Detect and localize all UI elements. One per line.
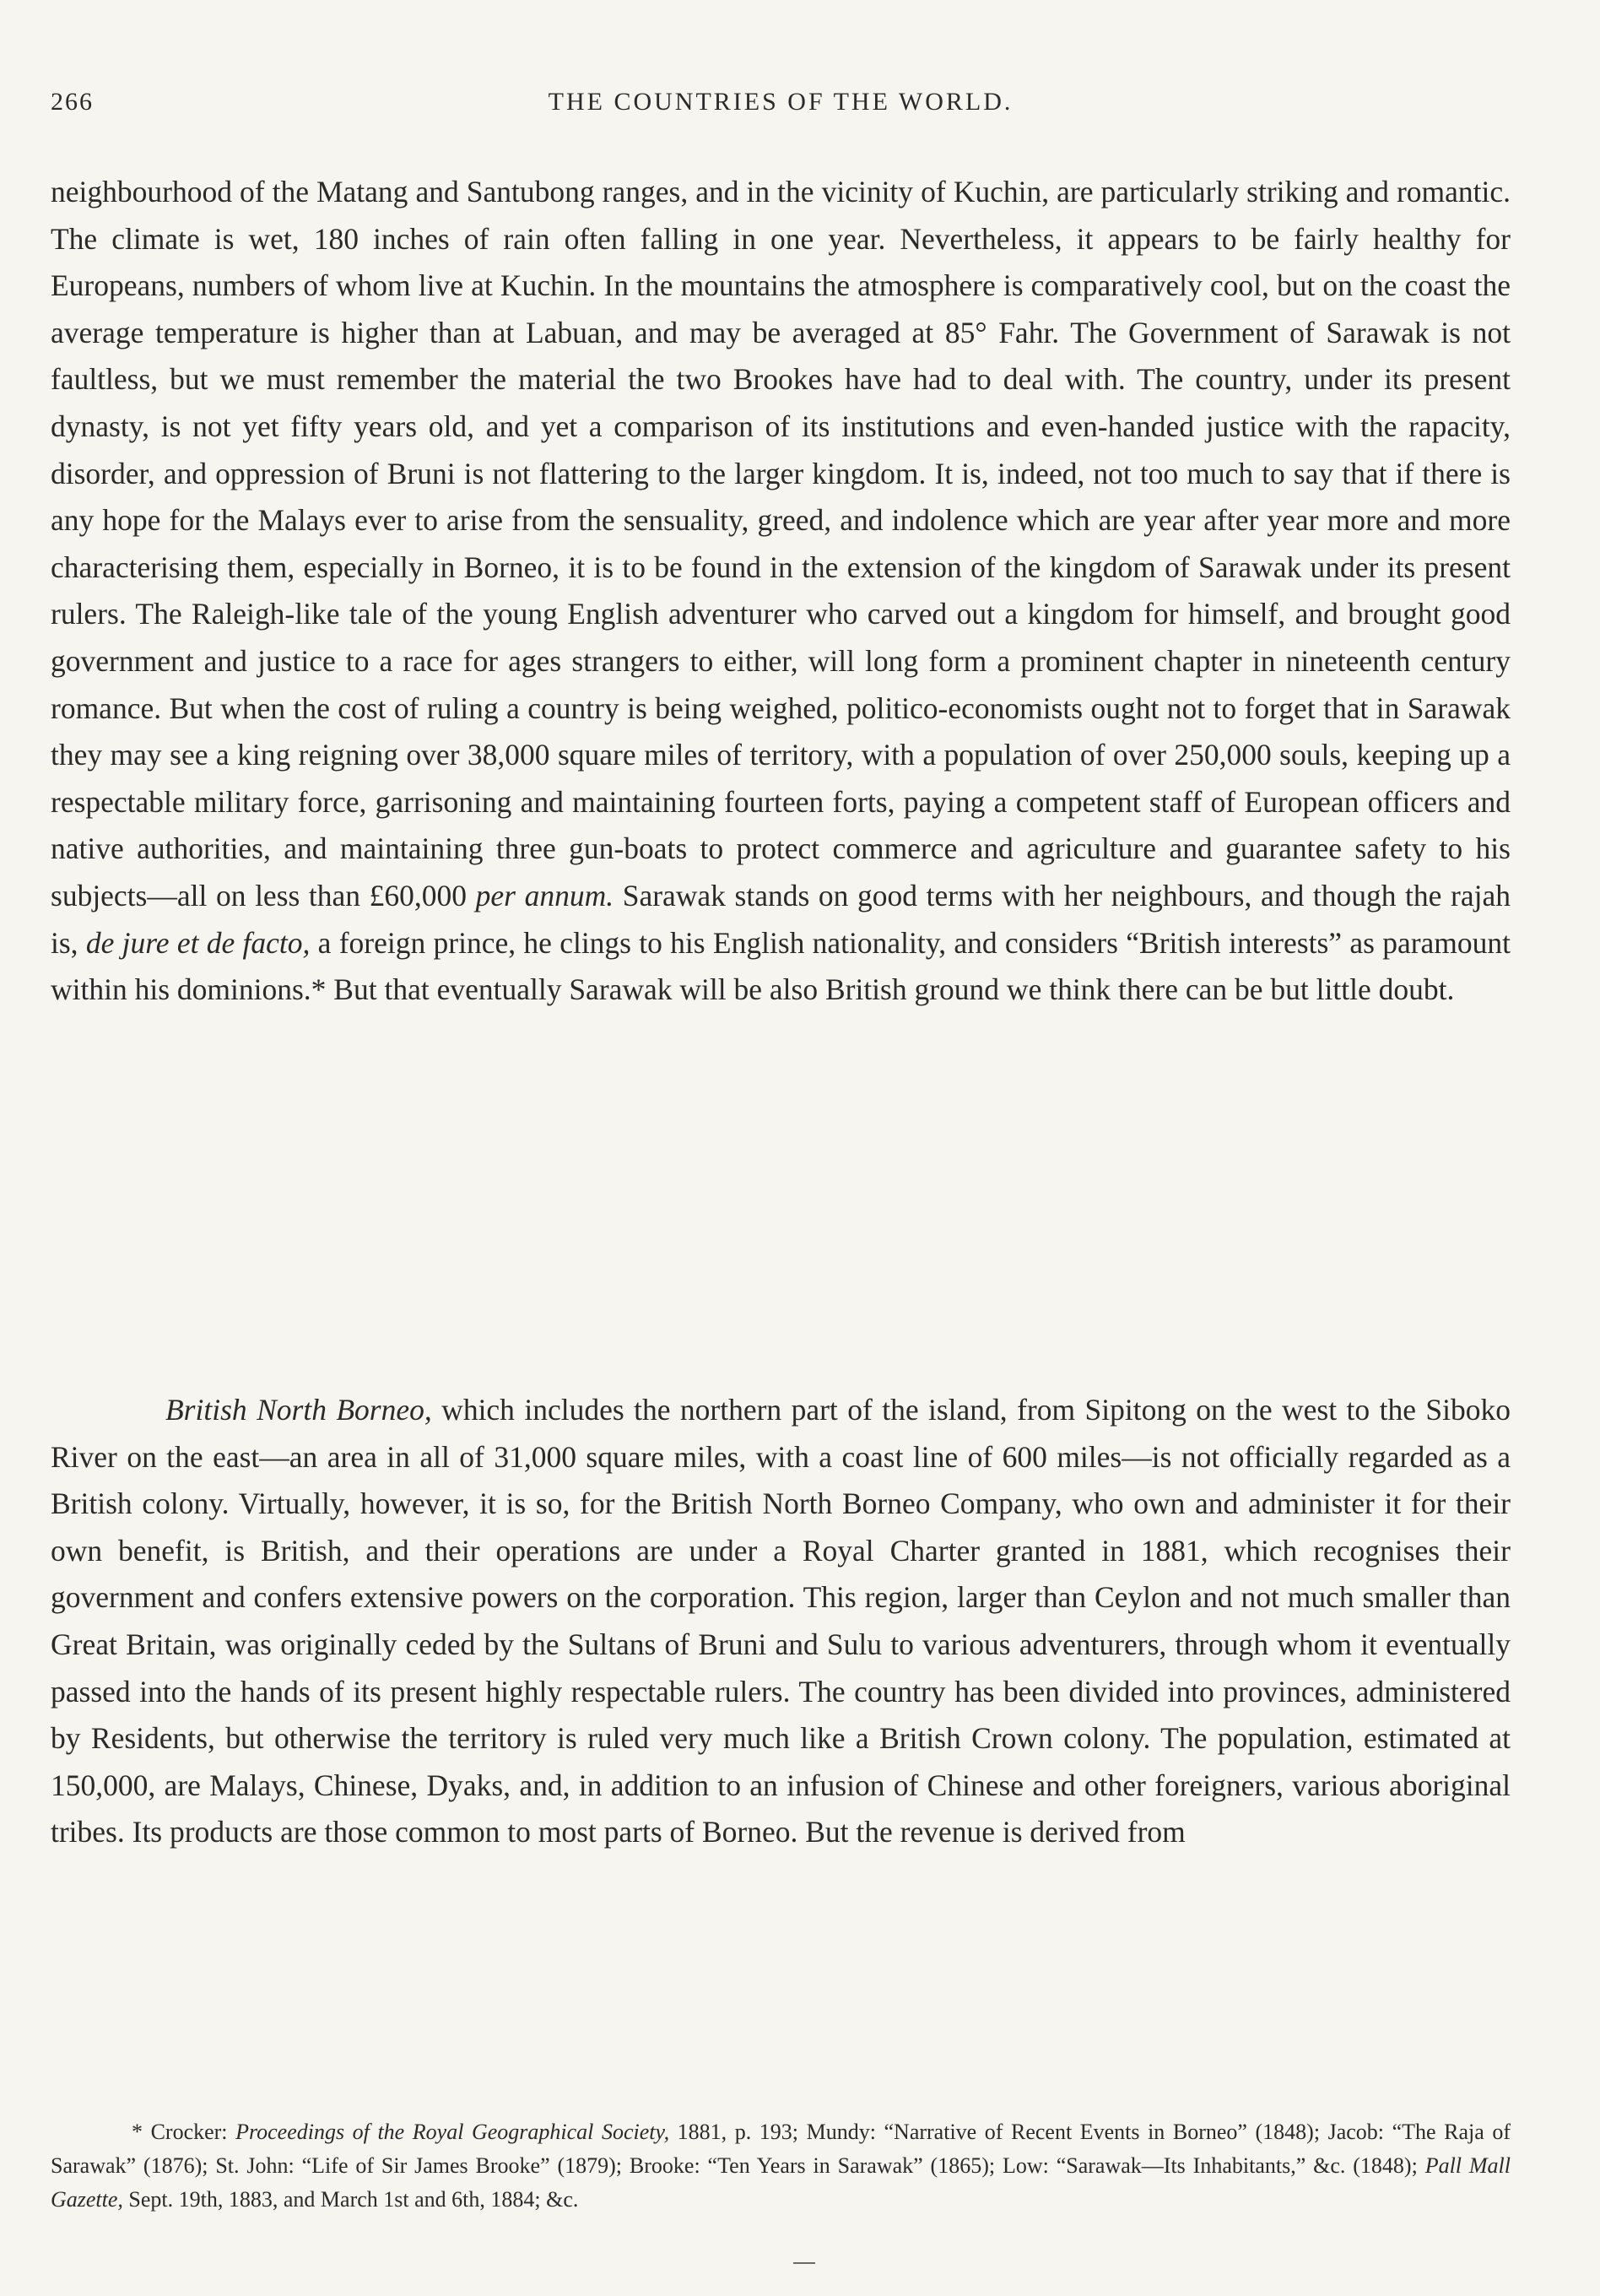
page-number: 266	[51, 88, 94, 116]
paragraph-text: neighbourhood of the Matang and Santubong ranges, and in the vicinity of Kuchin, are particularly striking and romantic. The climate is wet, 180 inches of rain often falling in one year. Nevertheless, it appears to be fairly healthy for Europeans, numbers of whom live at Kuchin. In the mountains the atmosphere is comparatively cool, but on the coast the average temperature is higher than at Labuan, and may be averaged at 85° Fahr. The Government of Sarawak is not faultless, but we must remember the material the two Brookes have had to deal with. The country, under its present dynasty, is not yet fifty years old, and yet a comparison of its institutions and even-handed justice with the rapacity, disorder, and oppression of Bruni is not flattering to the larger kingdom. It is, indeed, not too much to say that if there is any hope for the Malays ever to arise from the sensuality, greed, and indolence which are year after year more and more characterising them, especially in Borneo, it is to be found in the extension of the kingdom of Sarawak under its present rulers. The Raleigh-like tale of the young English adventurer who carved out a kingdom for himself, and brought good government and justice to a race for ages strangers to either, will long form a prominent chapter in nineteenth century romance. But when the cost of ruling a country is being weighed, politico-economists ought not to forget that in Sarawak they may see a king reigning over 38,000 square miles of territory, with a population of over 250,000 souls, keeping up a respectable military force, garrisoning and maintaining fourteen forts, paying a competent staff of European officers and native authorities, and maintaining three gun-boats to protect commerce and agriculture and guarantee safety to his subjects—all on less than £60,000	[51, 175, 1511, 912]
footnote-text: * Crocker:	[132, 2120, 236, 2144]
paragraph-british-north-borneo	[51, 1387, 1511, 1856]
paragraph-sarawak	[51, 169, 1511, 1014]
paragraph-text: a foreign prince, he clings to his English nationality, and considers “British interests” as paramount within his dominions.* But that eventually Sarawak will be also British ground we think there can be but little doubt.	[51, 925, 1511, 1007]
footnote	[51, 2115, 1511, 2217]
italic-phrase-per-annum: per annum.	[475, 878, 614, 912]
running-title: THE COUNTRIES OF THE WORLD.	[548, 88, 1014, 116]
bottom-rule	[793, 2262, 815, 2264]
footnote-italic-gazette: Pall Mall Gazette,	[51, 2153, 1511, 2212]
footnote-text: Sept. 19th, 1883, and March 1st and 6th, 1884; &c.	[122, 2187, 579, 2212]
footnote-italic-journal: Proceedings of the Royal Geographical Society,	[235, 2120, 670, 2144]
running-head	[51, 88, 1511, 122]
footnote-text: 1881, p. 193; Mundy: “Narrative of Recent Events in Borneo” (1848); Jacob: “The Raja of Sarawak” (1876); St. John: “Life of Sir James Brooke” (1879); Brooke: “Ten Years in Sarawak” (1865); Low: “Sarawak—Its Inhabitants,” &c. (1848);	[51, 2120, 1511, 2178]
paragraph-text: which includes the northern part of the island, from Sipitong on the west to the Siboko River on the east—an area in all of 31,000 square miles, with a coast line of 600 miles—is not officially regarded as a British colony. Virtually, however, it is so, for the British North Borneo Company, who own and administer it for their own benefit, is British, and their operations are under a Royal Charter granted in 1881, which recognises their government and confers extensive powers on the corporation. This region, larger than Ceylon and not much smaller than Great Britain, was originally ceded by the Sultans of Bruni and Sulu to various adventurers, through whom it eventually passed into the hands of its present highly respectable rulers. The country has been divided into provinces, administered by Residents, but otherwise the territory is ruled very much like a British Crown colony. The population, estimated at 150,000, are Malays, Chinese, Dyaks, and, in addition to an infusion of Chinese and other foreigners, various aboriginal tribes. Its products are those common to most parts of Borneo. But the revenue is derived from	[51, 1393, 1511, 1849]
paragraph-text: Sarawak stands on good terms with her neighbours, and though the rajah is,	[51, 878, 1511, 960]
italic-phrase-de-jure: de jure et de facto,	[85, 925, 311, 960]
italic-lead-british-north-borneo: British North Borneo,	[165, 1393, 432, 1427]
